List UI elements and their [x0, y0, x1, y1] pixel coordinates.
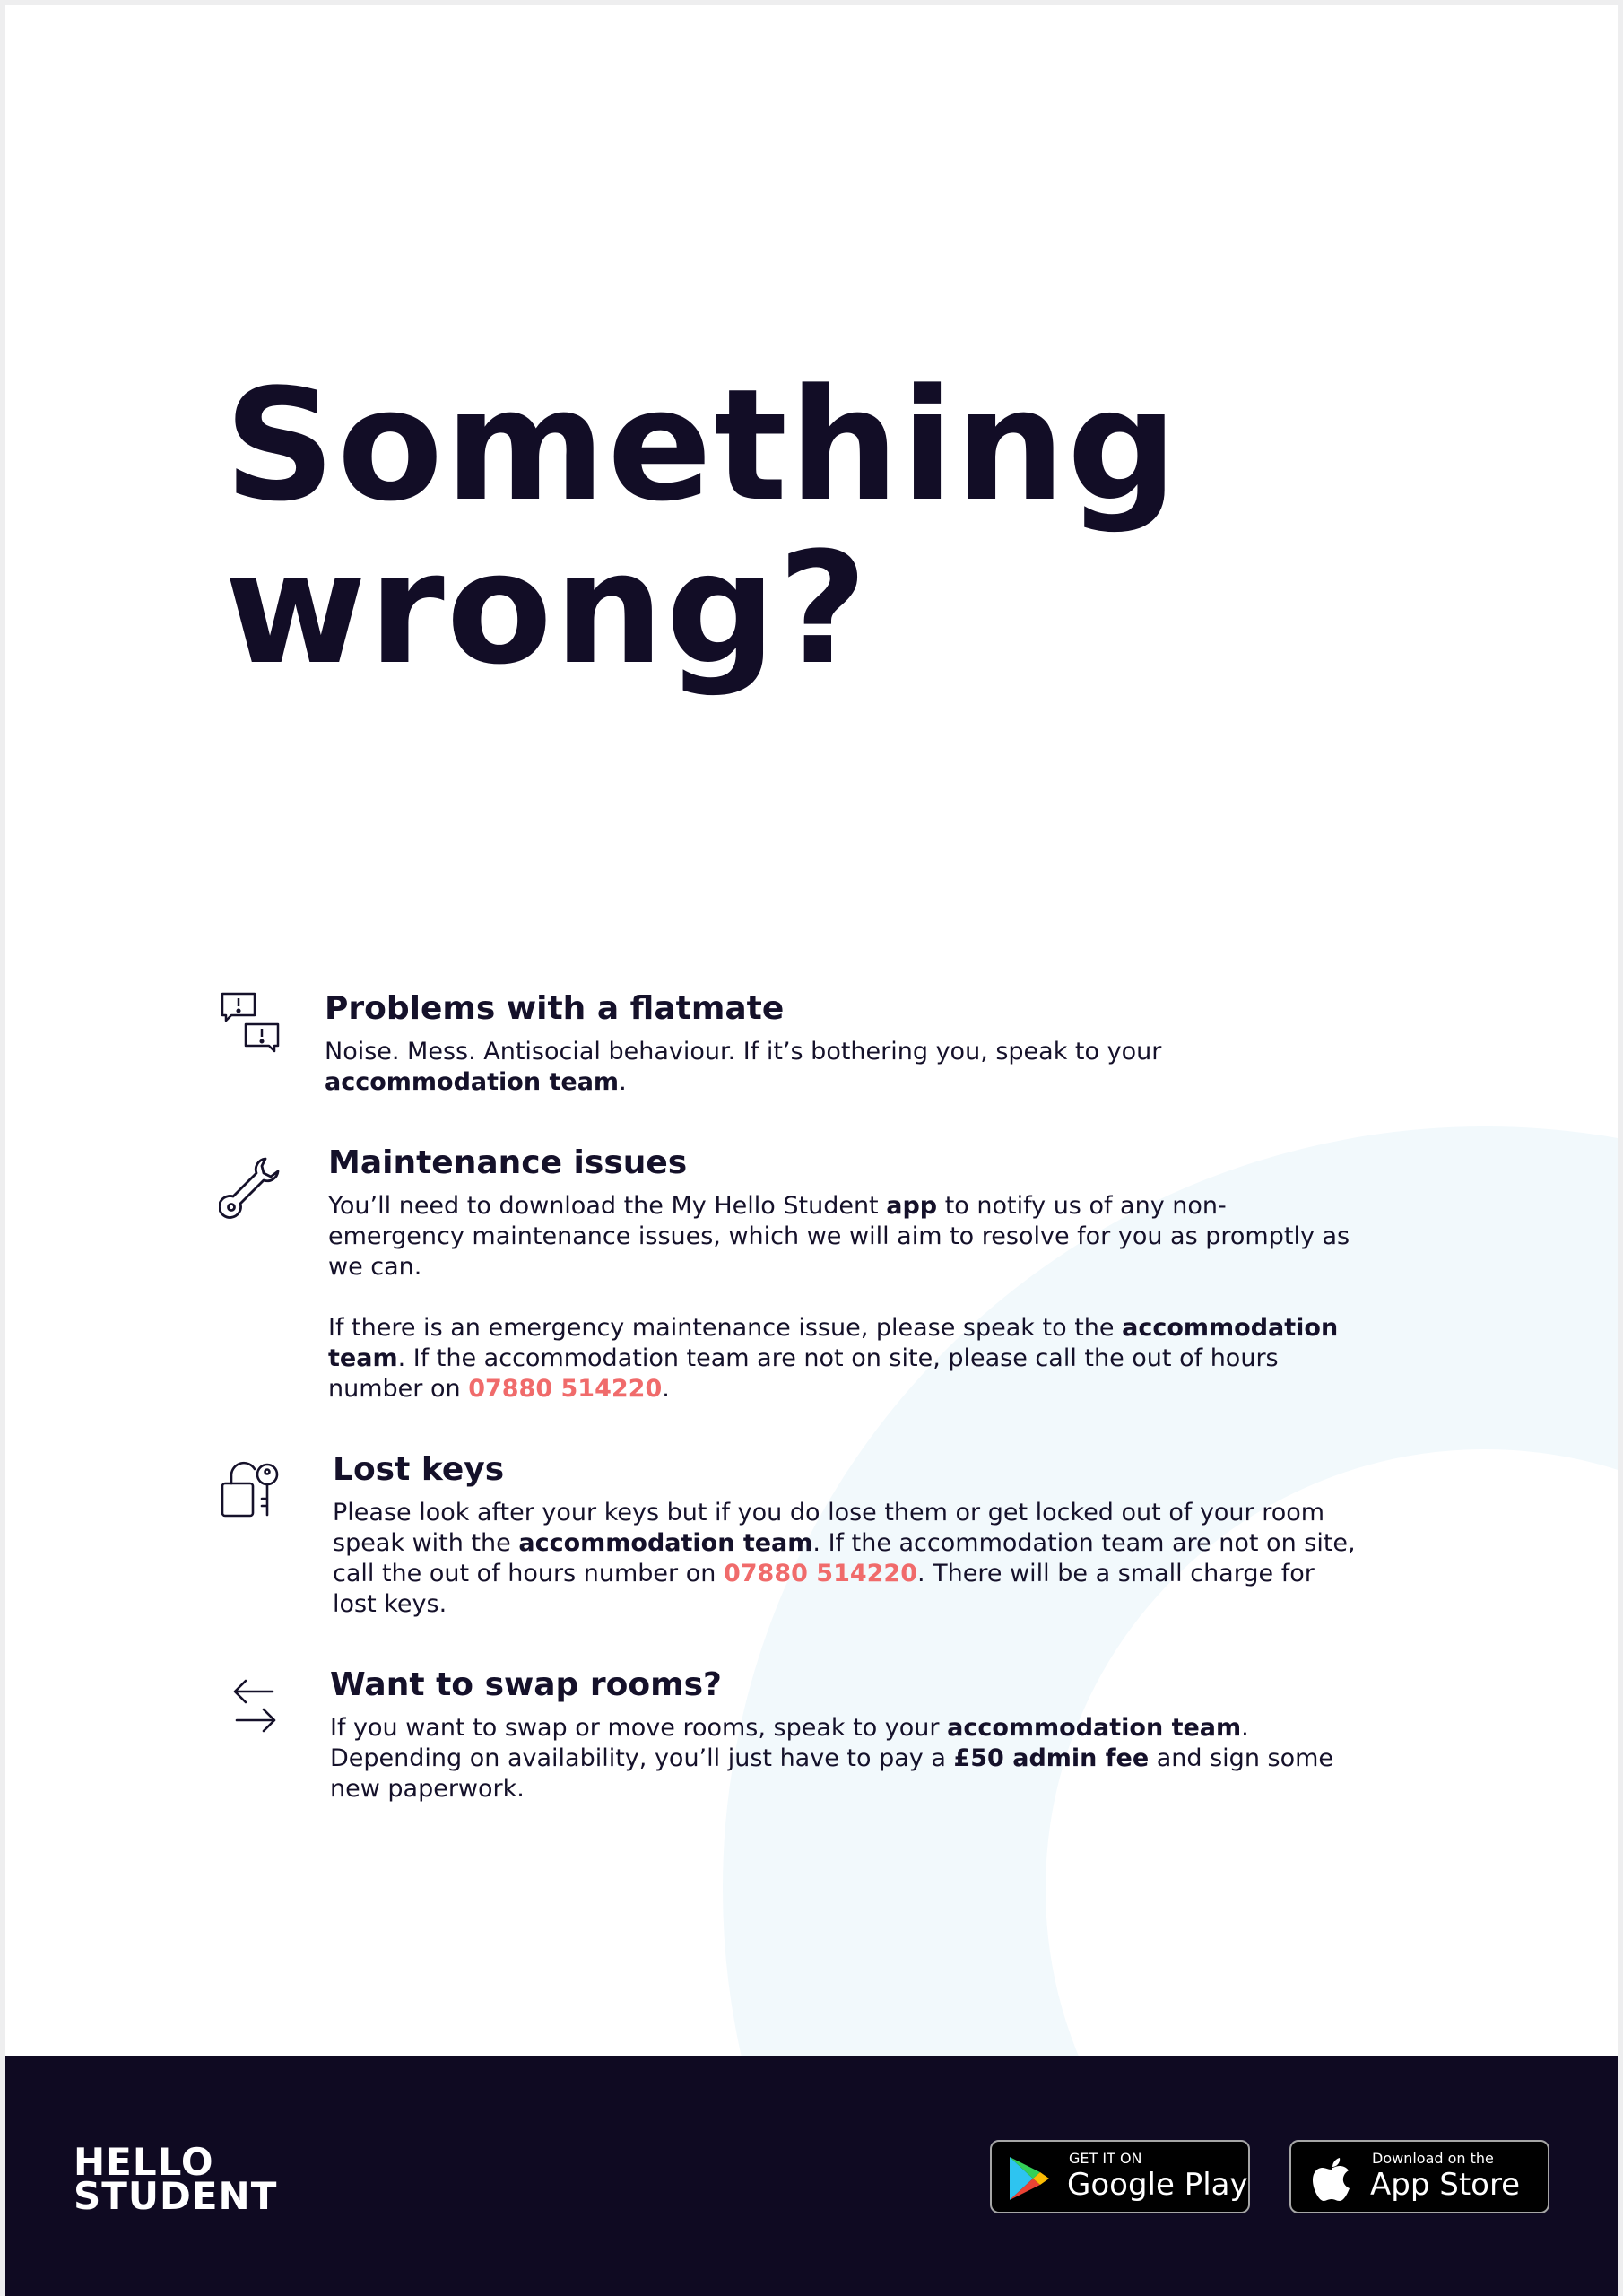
- accommodation-team-emphasis: accommodation team: [328, 1314, 1339, 1372]
- section-text: If you want to swap or move rooms, speak to your accommodation team. Depending on availability, you’ll just have to pay a £50 admin fee and sign some new paperwork.: [330, 1714, 1334, 1803]
- google-play-label: Google Play: [1067, 2167, 1248, 2203]
- swap-arrows-icon: [219, 1674, 285, 1740]
- section-title: Problems with a flatmate: [325, 990, 785, 1027]
- hello-student-logo: HELLO STUDENT: [74, 2140, 278, 2218]
- out-of-hours-phone[interactable]: 07880 514220: [723, 1560, 918, 1587]
- google-play-icon: [1004, 2154, 1053, 2203]
- poster-page: [5, 5, 1618, 2296]
- headline-line-2: wrong?: [224, 518, 870, 699]
- app-store-badge[interactable]: [1289, 2140, 1549, 2213]
- google-play-badge[interactable]: [990, 2140, 1250, 2213]
- chat-alert-icon: [219, 988, 285, 1055]
- headline-line-1: Something: [224, 355, 1180, 535]
- section-title: Want to swap rooms?: [330, 1666, 722, 1703]
- section-title: Maintenance issues: [328, 1144, 688, 1181]
- section-text-emergency: If there is an emergency maintenance issue, please speak to the accommodation team. If the accommodation team are not on site, please call the out of hours number on 07880 514220.: [328, 1314, 1339, 1403]
- accommodation-team-emphasis: accommodation team: [947, 1714, 1242, 1742]
- section-text: Noise. Mess. Antisocial behaviour. If it’s bothering you, speak to your accommodation team.: [325, 1038, 1162, 1096]
- wrench-icon: [219, 1153, 285, 1220]
- accommodation-team-emphasis: accommodation team: [518, 1529, 813, 1557]
- app-store-small-label: Download on the: [1372, 2150, 1494, 2167]
- section-text: Please look after your keys but if you do lose them or get locked out of your room speak with the accommodation team. If the accommodation team are not on site, call the out of hours number on 07880 514220. There will be a small charge for lost keys.: [333, 1499, 1356, 1618]
- lock-key-icon: [219, 1457, 285, 1523]
- accommodation-team-emphasis: accommodation team: [325, 1068, 620, 1096]
- page-title: [224, 355, 1180, 699]
- section-title: Lost keys: [333, 1451, 505, 1488]
- out-of-hours-phone[interactable]: 07880 514220: [468, 1375, 663, 1403]
- app-store-label: App Store: [1370, 2167, 1521, 2203]
- app-emphasis: app: [886, 1192, 938, 1220]
- apple-icon: [1311, 2154, 1352, 2203]
- section-text: You’ll need to download the My Hello Student app to notify us of any non-emergency maintenance issues, which we will aim to resolve for you as promptly as we can.: [328, 1192, 1350, 1281]
- admin-fee-emphasis: £50 admin fee: [953, 1744, 1150, 1772]
- footer: [5, 2056, 1618, 2296]
- google-play-small-label: GET IT ON: [1069, 2150, 1142, 2167]
